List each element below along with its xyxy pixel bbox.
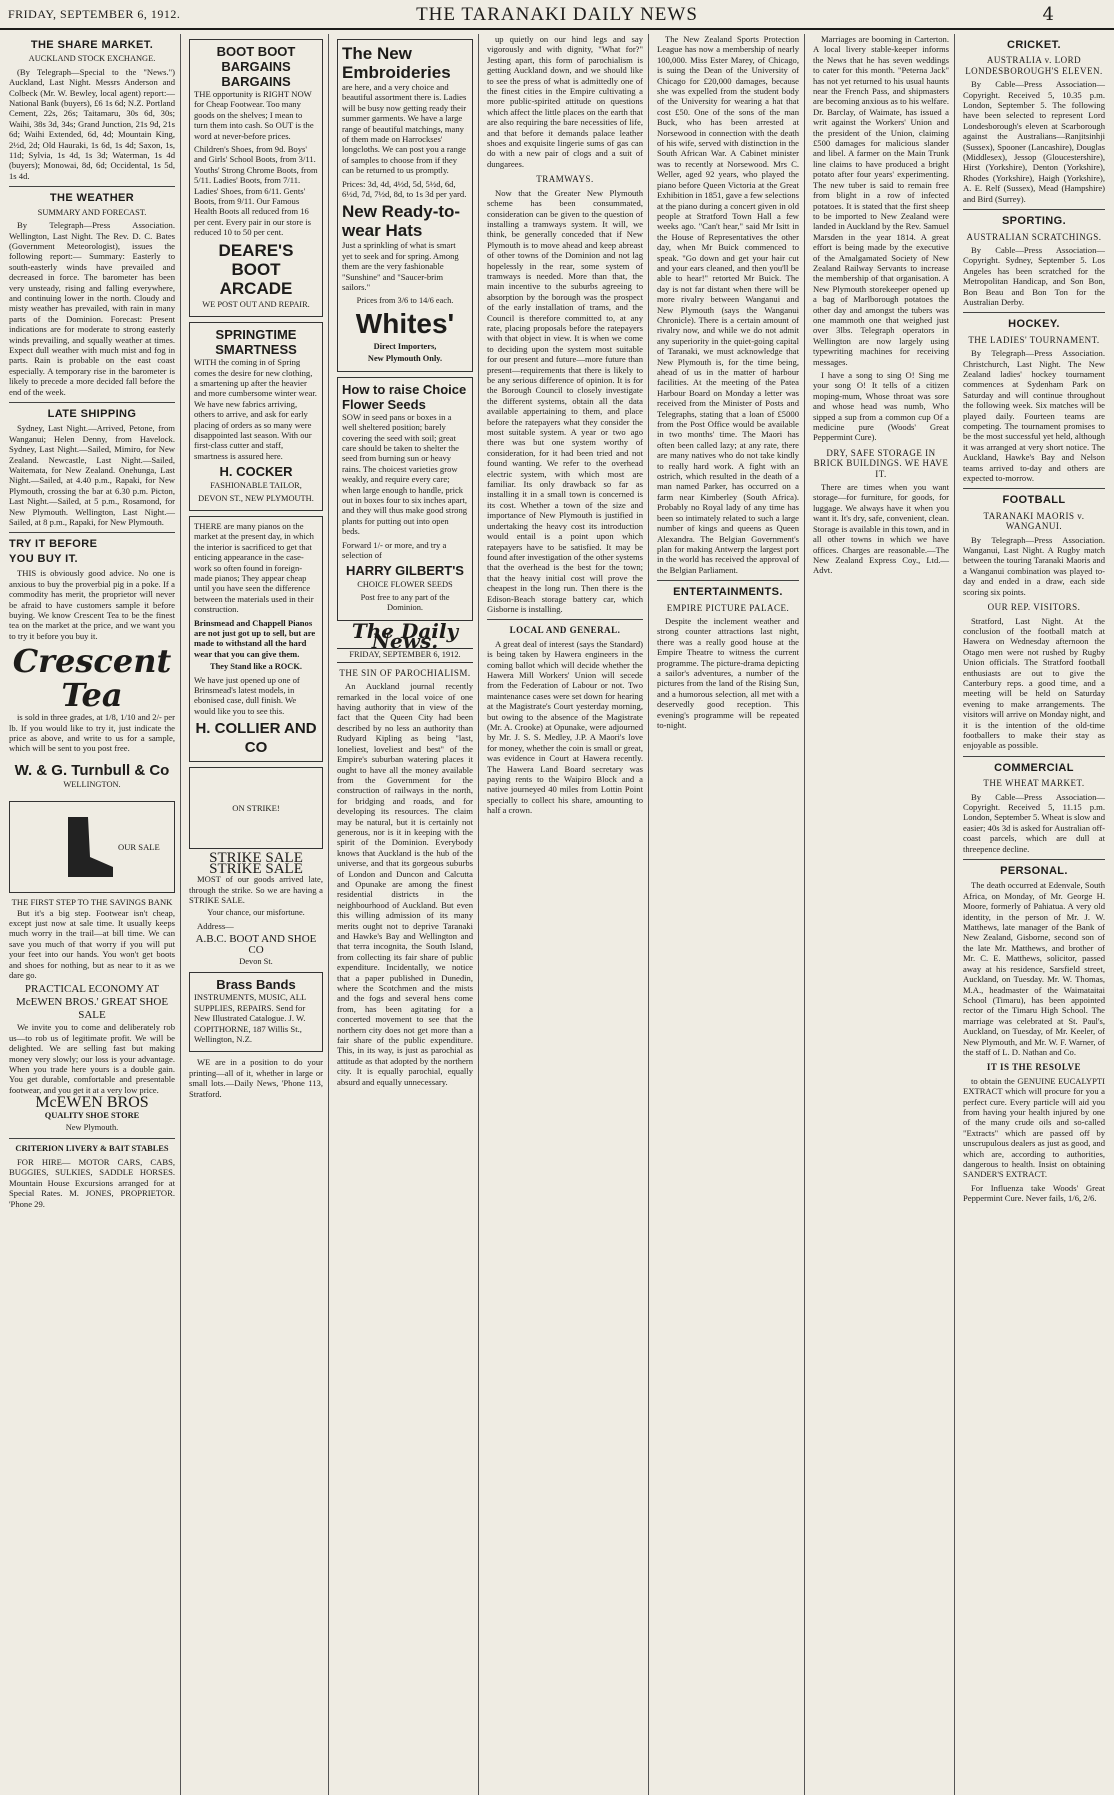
sin-article: An Auckland journal recently remarked in the local voice of one having authority that in view of the fact that the Queen City had been described by no less an authority than Rudyard Kipling as being "last, loneliest, loveliest and best" of the Empire's suburban watering places it ought to have all the money available from the Government for the construction of railways in the north, for bridging and roads, and for developing its resources. The claim may be natural, but it is certainly not generous, nor is it in keeping with the spirit of the Dominion. Everybody knows that Auckland is the hub of the universe, and that its gorgeous suburbs of London and Duncon and Calcutta and Opunake are among the finest residential districts in the neighbourhood of Auckland. But even this willing admission of its many merits ought not to deprive Taranaki and Hawke's Bay and Wellington and that terra incognita, the South Island, from collecting its fair share of public expenditure. Incidentally, we notice that a paper published in Dunedin, where the Scotchmen and the mists and the fogs and several hens come from, has been agitating for a concerted movement to see that the northern city does not get more than a fair share of the public expenditure. This, in its way, is just as parochial as attitude as that adopted by the northern city. It is equally parochial, equally absurd and equally unnecessary. (337, 681, 473, 1087)
boot-illustration (9, 801, 175, 893)
mcewen-name: McEWEN BROS (35, 1094, 149, 1112)
flower-seeds-ad (337, 377, 473, 621)
cocker-name: H. COCKER (219, 464, 293, 480)
criterion-heading: CRITERION LIVERY & BAIT STABLES (15, 1144, 169, 1154)
local-continued: The New Zealand Sports Protection League has now a membership of nearly 100,000. Miss Ester Marey, of Chicago, is suing the Dean of the University of Chicago for £20,000 damages, because she was expelled from the student body of the University for wearing a hat that cost £50. One of the sons of the man Buck, who has been arrested at Norsewood in connection with the death of his wife, served with distinction in the South African War. A Cabinet minister was to recently at Norsewood. Mrs C. Weller, aged 92 years, who played the piano before Queen Victoria at the Great Exhibition in 1851, gave a few selections at the piano during a concert given in old people at Stratford Town Hall a few weeks ago. "Can't hear," said Mr Isitt in the House of Representatives the other day, when Mr Buick commenced to speak. "Go down and get your hair cut and your ears cleaned, and then you'll be able to hear!" retorted Mr Buick. The day is not far distant when there will be more rivalry between Wanganui and New Plymouth (says the Wanganui Chronicle). There is a certain amount of rivalry now, and while we do not admit any superiority in the quiet-going capital of Taranaki, we must acknowledge that New Plymouth is, for the time being, ahead of us in the matter of harbour facilities. At the meeting of the Patea Harbour Board on Monday a letter was received from the Minister of Posts and Telegraphs, stating that a loan of £5000 from the Post Office would be available in two months' time. The Maori has often been called lazy; at any rate, there are many natives who do not take kindly to really hard work. A fight with an ostrich, which resulted in the death of a man named Parker, has occurred on a farm near Kimberley (South Africa). Probably no Royal lady of any time has been so intimately related to such a large number of kings and queens as Queen Alexandra. The Belgian Government's plan for making Antwerp the largest port in the world has received the approval of the Belgian Parliament. (657, 34, 800, 575)
column-4 (482, 34, 649, 1795)
weather-subheading: SUMMARY AND FORECAST. (37, 207, 147, 217)
first-step-text: But it's a big step. Footwear isn't cheap, except just now at sale time. It usually keeps much worry in the trail—at bill time. We can save you much of that worry if you will put your feet into our hands. You won't get boots and shoes for nothing, but as near to it as we dare go. (9, 907, 175, 980)
sin-heading: THE SIN OF PAROCHIALISM. (339, 667, 471, 678)
divider (963, 488, 1105, 489)
cricket-article: By Cable—Press Association—Copyright. Received 5, 10.35 p.m. London, September 5. The following have been selected to represent Lord Londesborough's eleven at Scarborough against the Australians—Ranjitsinhji (Sussex), Spooner (Lancashire), Douglas (Middlesex), Jessop (Gloucestershire), Hirst (Yorkshire), Denton (Yorkshire), Rhodes (Yorkshire), Haigh (Yorkshire), A. E. Relf (Sussex), Mead (Hampshire) and Bird (Surrey). (963, 79, 1105, 204)
divider (963, 859, 1105, 860)
our-sale-label: OUR SALE (118, 841, 160, 852)
deare-name: DEARE'S BOOT ARCADE (218, 240, 294, 298)
personal-article: The death occurred at Edenvale, South Africa, on Monday, of Mr. George H. Moore, formerly of Pahiatua. A very old identity, in the person of Mr. J. W. Matthews, late manager of the Bank of New Zealand, Gisborne, second son of the late Mr. Matthews, and brother of Mr. C. E. Matthews, solicitor, passed away at his residence, Sarsfield street, Auckland, on Tuesday. Mr. W. Thomas, M.A., headmaster of the Waimataitai School (Timaru), has been appointed rector of the Timaru High School. The marriage was celebrated at St. Paul's, Auckland, on Tuesday, of Mr. Keeler, of New Plymouth, and Mr. W. F. Warner, of the staff of L. D. Nathan and Co. (963, 880, 1105, 1057)
divider (9, 532, 175, 533)
football-subheading: TARANAKI MAORIS v. WANGANUI. (983, 510, 1085, 532)
football-heading: FOOTBALL (1002, 494, 1066, 507)
entertainments-heading: ENTERTAINMENTS. (673, 586, 783, 599)
divider (963, 312, 1105, 313)
embroideries-heading: The New Embroideries (342, 44, 451, 82)
visitors-article: Stratford, Last Night. At the conclusion of the football match at Hawera on Wednesday afternoon the Otago men were not rushed by Rugby Union officials. The Stratford football enthusiasts are out to give the Canterbury reps. a good time, and a meeting will be held on Saturday evening to make arrangements. The visitors will arrive on Monday night, and it is the intention of the old-time footballers to make their stay as enjoyable as possible. (963, 615, 1105, 751)
abc-place: Devon St. (239, 956, 273, 966)
whites-place: New Plymouth Only. (367, 354, 443, 364)
forward-text: Forward 1/- or more, and try a selection of (342, 539, 447, 560)
cricket-subheading: AUSTRALIA v. LORD LONDESBOROUGH'S ELEVEN. (965, 55, 1103, 76)
resolve-article: to obtain the GENUINE EUCALYPTI EXTRACT which will procure for you a perfect cure. Every particle will aid you from having your health injured by one of the many crude oils and so-called "Extracts" which are passed off by unscrupulous dealers as just as good, and which are, according to authorities, dangerous to health. Insist on obtaining SANDER'S EXTRACT. (963, 1075, 1105, 1180)
gilbert-sub: CHOICE FLOWER SEEDS (357, 580, 453, 590)
storage-article: There are times when you want storage—for furniture, for goods, for luggage. We always have it when you want it. It's dry, safe, convenient, clean. Storage is available in this town, and in all other towns in which we have offices. Charges are reasonable.—The New Zealand Express Coy., Ltd.—Advt. (813, 482, 949, 576)
practical-text: We invite you to come and deliberately rob us—to rob us of legitimate profit. We will be delighted. We are selling fast but making money very slowly; our loss is your advantage. When you trade here yours is a double gain. You get durable, comfortable and presentable footwear, and you get it at a very low price. (9, 1022, 175, 1095)
cricket-heading: CRICKET. (1007, 39, 1061, 51)
cocker-place: DEVON ST., NEW PLYMOUTH. (198, 493, 314, 503)
local-heading: LOCAL AND GENERAL. (509, 625, 621, 636)
weather-heading: THE WEATHER (49, 192, 135, 205)
try-article: THIS is obviously good advice. No one is anxious to buy the proverbial pig in a poke. If a commodity has merit, the proprietor will never be afraid to have customers sample it before buying. We know Crescent Tea to be the finest tea on the market at the price, and we want you to try it before you buy it. (9, 568, 175, 641)
flower-text: SOW in seed pans or boxes in a well sheltered position; barely covering the seed with soil; great care should be taken to shelter the seed from burning sun or heavy rains. The choicest varieties grow weakly, and require every care; when large enough to handle, prick out in boxes four to six inches apart, and they will thus make good strong plants for putting out into open beds. (342, 411, 468, 537)
column-2 (184, 34, 329, 1795)
boot-bargains-text: THE opportunity is RIGHT NOW for Cheap Footwear. Too many goods on the shelves; I mean to turn them into cash. So OUT is the word at never-before prices. (194, 89, 314, 141)
on-strike-illustration (189, 767, 323, 849)
rock-line: They Stand like a ROCK. (210, 662, 302, 672)
local-article: A great deal of interest (says the Standard) is being taken by Hawera engineers in the coming ballot which will decide whether the Hawera Mill Workers' Union will secede from the Federation of Labour or not. Two maintenance cases were set down for hearing at the Magistrate's Court yesterday morning, but owing to the absence of the Magistrate (Mr. A. Crooke) at Opunake, were adjourned by Mr. J. S. S. Medley, J.P. A Maori's love for money, whether the coin is small or great, was evidence in Court at Hawera recently. The Hawera Land Board secretary was paying rents to the Waipiro Block and a native journeyed 40 miles from Lottin Point specially to collect his share, amounting to half a crown. (487, 638, 643, 816)
whites-ad (337, 39, 473, 372)
resolve-heading: IT IS THE RESOLVE (986, 1062, 1082, 1073)
boot-icon (58, 812, 118, 882)
shipping-heading: LATE SHIPPING (47, 408, 137, 420)
column-6 (808, 34, 955, 1795)
personal-heading: PERSONAL. (1000, 865, 1068, 878)
brass-bands-heading: Brass Bands (216, 977, 296, 993)
hats-prices: Prices from 3/6 to 14/6 each. (356, 295, 454, 305)
hockey-heading: HOCKEY. (1008, 318, 1060, 331)
pianos-text: THERE are many pianos on the market at the present day, in which the interior is sacrificed to get that enticing appearance in the case-work so often found in foreign-made pianos; They appear cheap until you have seen the difference between the materials used in their construction. (194, 520, 314, 615)
collier-name: H. COLLIER AND CO (195, 720, 317, 757)
empire-heading: EMPIRE PICTURE PALACE. (666, 602, 790, 613)
influenza-ad: For Influenza take Woods' Great Peppermint Cure. Never fails, 1/6, 2/6. (963, 1182, 1105, 1204)
cocker-sub: FASHIONABLE TAILOR, (210, 481, 302, 491)
boot-prices: Children's Shoes, from 9d. Boys' and Girls' School Boots, from 3/11. Youths' Strong Chrome Boots, from 5/11. Ladies' Boots, from 7/11. Ladies' Shoes, from 6/11. Gents' Boots, from 9/11. Our Famous Health Boots all reduced from 16 per cent. Every pair in our store is reduced 10 to 50 per cent. (194, 144, 318, 238)
sporting-subheading: AUSTRALIAN SCRATCHINGS. (966, 231, 1102, 242)
strike-address: Address— (197, 920, 234, 931)
brinsmead-text: Brinsmead and Chappell Pianos are not just got up to sell, but are made to withstand all the hard wear that you can give them. (194, 617, 316, 659)
divider (963, 756, 1105, 757)
boot-bargains-heading: BOOT BOOT BARGAINS BARGAINS (216, 44, 296, 89)
brinsmead-text-2: We have just opened up one of Brinsmead's latest models, in ebonised case, dull finish. We would like you to see this. (194, 674, 300, 716)
share-market-subheading: AUCKLAND STOCK EXCHANGE. (28, 54, 156, 64)
flower-heading: How to raise Choice Flower Seeds (342, 381, 467, 412)
share-market-article: (By Telegraph—Special to the "News.") Auckland, Last Night. Messrs Anderson and Colbeck (Mr. W. Bewley, local agent) report:— National Bank (buyers), £6 1s 6d; N.Z. Portland Cement, 22s, 26s; Taitamaru, 30s 6d, 30s; Waihi, 38s 3d, 34s; Grand Junction, 21s 9d, 21s 6d; Waihi Extended, 6d, 4d; Mountain King, 2½d, 2d; Old Hauraki, 1s 6d, 1s 4d; Saxon, 1s, 11d; Sylvia, 1s 4d, 1s 3d; Waterman, 1s 4d (buyers); Monowai, 8d, 6d; Occidental, 1s 5d, 1s 4d. (9, 66, 175, 181)
divider (487, 619, 643, 620)
embroideries-prices: Prices: 3d, 4d, 4½d, 5d, 5½d, 6d, 6½d, 7d, 7½d, 8d, to 1s 3d per yard. (342, 178, 467, 200)
deare-sub: WE POST OUT AND REPAIR. (202, 299, 310, 309)
abc-name: A.B.C. BOOT AND SHOE CO (195, 933, 317, 956)
boot-bargains-ad (189, 39, 323, 317)
gilbert-name: HARRY GILBERT'S (346, 563, 464, 579)
hats-text: Just a sprinkling of what is smart yet to seek and for spring. Among them are the very fashionable "Sunshine" and "Saucer-brim sailors." (342, 240, 459, 293)
sporting-heading: SPORTING. (1001, 215, 1067, 228)
brass-bands-ad (189, 972, 323, 1052)
strike-text: MOST of our goods arrived late, through the strike. So we are having a STRIKE SALE. (189, 874, 323, 905)
strike-chance: Your chance, our misfortune. (207, 908, 305, 918)
on-strike-label: ON STRIKE! (232, 803, 280, 814)
daily-news-nameplate: The Daily News. (351, 618, 459, 654)
divider (657, 580, 799, 581)
sin-continued: up quietly on our hind legs and say vigorously and with dignity, "What for?" Jesting apart, this form of parochialism is getting Auckland down, and we should like to see the press of what is admittedly one of the finest cities in the Empire cultivating a more public-spirited attitude on questions which affect the little places on the earth that are also requiring the bare necessities of life, and that before it demands palace leather shoes and exquisite lingerie sums of gas can do with a new pair of clogs and a suit of dungarees. (487, 34, 643, 169)
hockey-subheading: THE LADIES' TOURNAMENT. (968, 334, 1100, 345)
try-heading-2: YOU BUY IT. (9, 552, 78, 565)
issue-date: FRIDAY, SEPTEMBER 6, 1912. (8, 7, 181, 21)
springtime-text: WITH the coming in of Spring comes the desire for new clothing, a smartening up after the heavier and more cumbersome winter wear. We have new fabrics arriving, others to arrive, and ask for early placing of orders as so many were disappointed last season. With our first-class cutter and staff, smartness is assured here. (194, 357, 317, 461)
column-7 (958, 34, 1110, 1795)
empire-article: Despite the inclement weather and strong counter attractions last night, there was a really good house at the Empire Theatre to witness the current programme. The picture-drama depicting a sailor's adventures, a number of the pictures from the land of the Rising Sun, and a humorous selection, all met with a deservedly good reception. This evening's programme will be repeated to-night. (657, 615, 799, 730)
crescent-tea-logo: Crescent Tea (12, 642, 172, 715)
storage-heading: DRY, SAFE STORAGE IN BRICK BUILDINGS. WE HAVE IT. (813, 447, 949, 479)
springtime-heading: SPRINGTIME SMARTNESS (215, 327, 297, 358)
practical-heading: PRACTICAL ECONOMY AT McEWEN BROS.' GREAT SHOE SALE (15, 983, 169, 1022)
mcewen-place: New Plymouth. (65, 1123, 119, 1133)
football-article: By Telegraph—Press Association. Wanganui, Last Night. A Rugby match between the touring Taranaki Maoris and a Wanganui combination was played to-day and ended in a draw, each side scoring six points. (963, 534, 1105, 597)
wheat-article: By Cable—Press Association—Copyright. Received 5, 11.15 p.m. London, September 5. Wheat is slow and easier; 40s 3d is asked for Australian off-coast parcels, which are dull at threepence decline. (963, 791, 1105, 854)
divider (9, 186, 175, 187)
divider (9, 1138, 175, 1139)
springtime-ad (189, 322, 323, 511)
hats-heading: New Ready-to-wear Hats (342, 202, 461, 241)
column-3 (332, 34, 479, 1795)
share-market-heading: THE SHARE MARKET. (30, 39, 154, 51)
shipping-article: Sydney, Last Night.—Arrived, Petone, from Wanganui; Helen Denny, from Havelock. Sydney, Last Night.—Sailed, Mimiro, for New Zealand. Newcastle, Last Night.—Sailed, Waitemata, for New Zealand. Onehunga, Last Night.—Sailed, at 4.40 p.m., Rapaki, for New Plymouth, crossing the bar at 6.30 p.m. Picton, Last Night.—Sailed, at 5 p.m., Rosamond, for New Plymouth. Wellington, Last Night.—Sailed, at 8 p.m., Rapaki, for New Plymouth. (9, 423, 175, 528)
peppermint-ad: I have a song to sing O! Sing me your song O! It tells of a citizen moping-mum, Whose throat was sore and whose head was numb, Who sipped a sup from a common cup Of a medicine pure (Woods' Great Peppermint Cure). (813, 370, 949, 443)
column-5 (652, 34, 805, 1795)
turnbull-ad (9, 759, 175, 796)
hockey-article: By Telegraph—Press Association. Christchurch, Last Night. The New Zealand ladies' hockey tournament commences at Sydenham Park on Saturday and will continue throughout the following week. Six matches will be played daily. Fourteen teams are competing. The tournament promises to be the most successful yet held, although it was arranged at very short notice. The Auckland, Hawke's Bay and Nelson teams arrived to-day and others are expected to-morrow. (963, 348, 1105, 484)
tramways-heading: TRAMWAYS. (536, 174, 594, 185)
commercial-heading: COMMERCIAL (994, 761, 1074, 774)
pianos-ad (189, 516, 323, 762)
strike-sale-heading: STRIKE SALE STRIKE SALE (209, 850, 303, 877)
masthead (0, 0, 1114, 30)
column-1 (4, 34, 181, 1795)
criterion-text: FOR HIRE— MOTOR CARS, CABS, BUGGIES, SULKIES, SADDLE HORSES. Mountain House Excursions arranged for at Special Rates. M. JONES, PROPRIETOR. 'Phone 29. (9, 1156, 175, 1209)
printing-text: WE are in a position to do your printing—all of it, whether in large or small lots.—Daily News, 'Phone 113, Stratford. (189, 1057, 323, 1099)
crescent-text: is sold in three grades, at 1/8, 1/10 and 2/- per lb. If you would like to try it, just indicate the price as above, and write to us for a sample, which will be sent to you post free. (9, 712, 175, 754)
first-step-heading: THE FIRST STEP TO THE SAVINGS BANK (11, 897, 173, 908)
divider (963, 209, 1105, 210)
tramways-article: Now that the Greater New Plymouth scheme has been consummated, consideration can be given to the question of installing a tramways system. It will, we think, be generally conceded that if New Plymouth is to move ahead and keep abreast of other towns of the Dominion and not lag hopelessly in the rear, some system of tramways is needed. More than that, the main incentive to the suburbs agreeing to absorption by the borough was the prospect of the early installation of trams, and the Council is therefore committed to, at any rate, placing proposals before the ratepayers with that object in view. It is when we come to deciding upon the system most suitable for our present and future—more future than present—requirements that there is likely to be any serious difference of opinion. It is for the Borough Council to closely investigate the different systems, obtain all the data available appertaining to them, and place before the ratepayers what they consider the most suitable system. A year or two ago there was but one system worthy of consideration, for it had been tried and not found wanting. We refer to the overhead electric system, with which most are familiar. Its only drawback so far as installing it in a small town is concerned is its cost. Whether a town of the size and importance of New Plymouth is justified in undertaking the heavy cost its introduction would entail is a point upon which ratepayers have to be satisfied. It may be found after investigation of the other systems that the overhead is the best for the town; that the heavy initial cost will prove the cheapest in the long run. Then there is the Edison-Beach storage battery car, which Gisborne is installing. (487, 187, 643, 614)
turnbull-place: WELLINGTON. (63, 779, 121, 789)
wheat-heading: THE WHEAT MARKET. (983, 778, 1085, 789)
visitors-heading: OUR REP. VISITORS. (987, 602, 1081, 613)
divider (9, 402, 175, 403)
weather-article: By Telegraph—Press Association. Wellington, Last Night. The Rev. D. C. Bates (Government Meteorologist), issues the following report:— Summary: Easterly to south-easterly winds have prevailed and decreased in force. The barometer has been very unsteady, rising and falling everywhere, and continuing lower in the north. Cloudy and misty weather has prevailed, with rain in many parts of the Dominion. Forecast: Present indications are for moderate to strong easterly winds prevailing, and squally weather at times. Expect dull weather with much mist and fog in parts. Rain is probable on the east coast especially. A temporary rise in the barometer is likely to precede a more decided fall before the end of the week. (9, 220, 175, 397)
brass-bands-text: INSTRUMENTS, MUSIC, ALL SUPPLIES, REPAIRS. Send for New Illustrated Catalogue. J. W. COPITHORNE, 187 Willis St., Wellington, N.Z. (194, 992, 306, 1044)
turnbull-name: W. & G. Turnbull & Co (14, 761, 170, 779)
page-number: 4 (1042, 4, 1054, 25)
daily-news-date: FRIDAY, SEPTEMBER 6, 1912. (337, 648, 473, 662)
embroideries-text: are here, and a very choice and beautiful assortment there is. Ladies will be busy now getting ready their summer garments. We have a large range of beautiful matchings, many of them made on Harrockses' longcloths. We can post you a range of samples to choose from if they can be returned to us promptly. (342, 82, 467, 176)
whites-name: Whites' (355, 307, 455, 339)
mcewen-sub: QUALITY SHOE STORE (44, 1110, 140, 1120)
try-heading: TRY IT BEFORE (9, 538, 98, 551)
sporting-article: By Cable—Press Association—Copyright. Sydney, September 5. Los Angeles has been scratched for the Metropolitan Handicap, and Son Bon, Bon Beau and Bon Ton for the Australian Derby. (963, 244, 1105, 307)
gilbert-text: Post free to any part of the Dominion. (360, 592, 450, 613)
local-continued-2: Marriages are booming in Carterton. A local livery stable-keeper informs the News that he has seven weddings to cater for this month. "Peterna Jack" has not yet returned to his usual haunts near the French Pass, and shipmasters are becoming anxious as to his welfare. Dr. Barclay, of Waimate, has issued a writ against the Workers' Union and the president of the Union, claiming £500 damages for malicious slander and libel. A farmer on the Main Trunk line claims to have produced a bright potato after four years' experimenting. The new tuber is said to remain free from blight in a row of infected potatoes. It is stated that the first sheep to be imported to New Zealand were landed in Auckland by the Rev. Samuel Marsden in the year 1814. A great effort is being made by the executive of the Amalgamated Society of New Zealand Railway Servants to increase the membership of that organisation. A New Plymouth storekeeper opened up a bag of Marlborough potatoes the other day and amongst the tubers was one mammoth one that weighed just over 3lbs. Telegraph operators in Wellington are now largely using typewriting machines for receiving messages. (813, 34, 949, 367)
paper-title: THE TARANAKI DAILY NEWS (416, 4, 698, 25)
whites-sub: Direct Importers, (373, 341, 437, 351)
